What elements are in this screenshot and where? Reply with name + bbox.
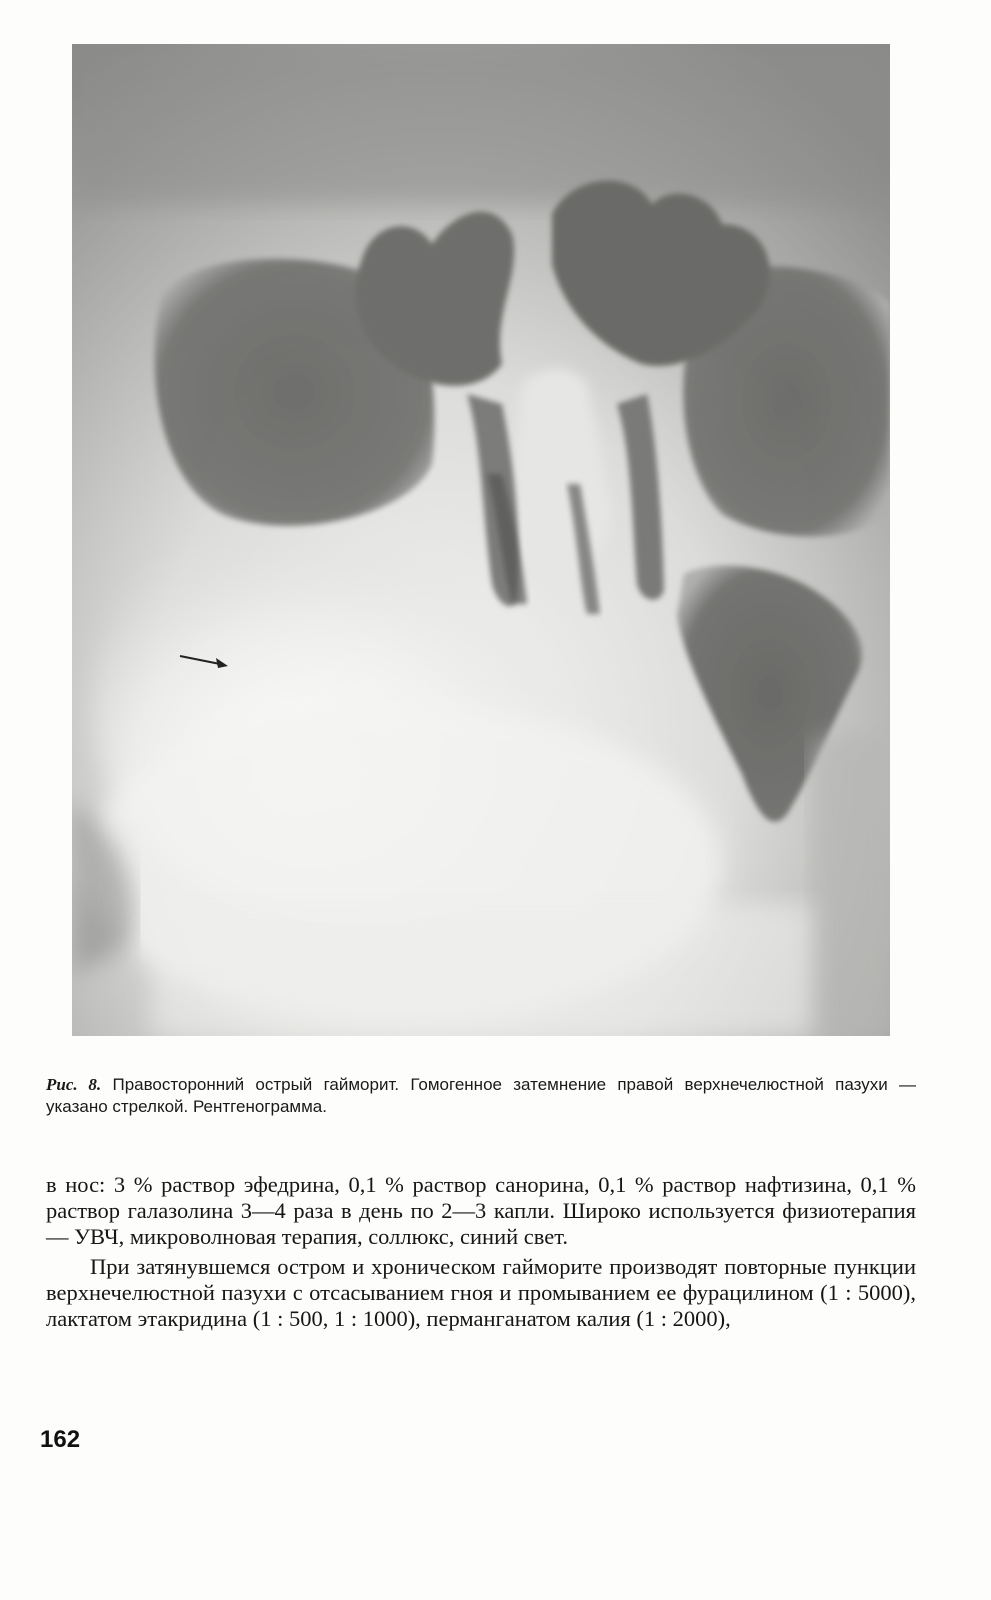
paragraph-2: При затянувшемся остром и хроническом гайморите производят повторные пункции верхнечелюстной пазухи с отсасыванием гноя и промыванием ее фурацилином (1 : 5000), лактатом этакридина (1 : 500, 1 : 1000), перманганатом калия (1 : 2000), [46, 1254, 916, 1331]
figure-label: Рис. 8. [46, 1075, 102, 1094]
radiograph-figure [72, 44, 890, 1036]
page-number: 162 [40, 1426, 81, 1453]
figure-caption-text: Правосторонний острый гайморит. Гомогенное затемнение правой верхнечелюстной пазухи — указано стрелкой. Рентгенограмма. [46, 1075, 916, 1116]
body-text [46, 1172, 916, 1332]
figure-caption [46, 1074, 916, 1118]
paragraph-1: в нос: 3 % раствор эфедрина, 0,1 % раствор санорина, 0,1 % раствор нафтизина, 0,1 % раствор галазолина 3—4 раза в день по 2—3 капли. Широко используется физиотерапия — УВЧ, микроволновая терапия, соллюкс, синий свет. [46, 1172, 916, 1249]
radiograph-image [72, 44, 890, 1036]
